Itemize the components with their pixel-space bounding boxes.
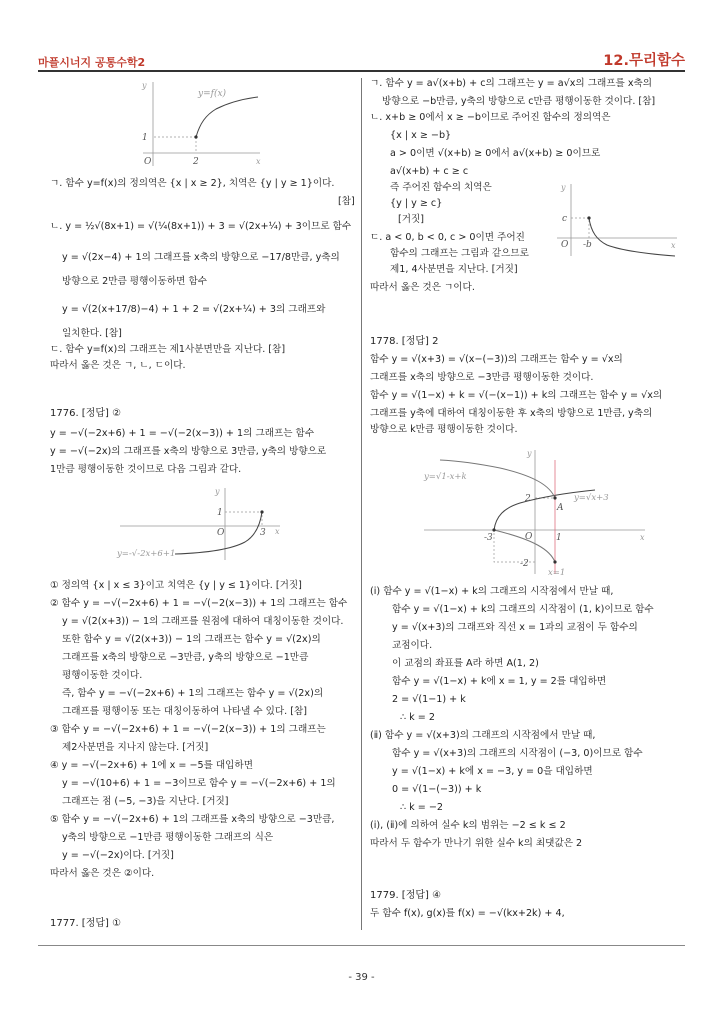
answer-heading: 1779. [정답] ④ <box>370 890 442 901</box>
text-line: ④ y = −√(−2x+6) + 1에 x = −5를 대입하면 <box>50 760 253 771</box>
text-line: 제1, 4사분면을 지난다. [거짓] <box>390 264 518 275</box>
svg-text:O: O <box>144 157 152 167</box>
text-line: ∴ k = 2 <box>400 712 435 723</box>
text-line: y = √(2x−4) + 1의 그래프를 x축의 방향으로 −17/8만큼, y축의 <box>62 252 340 263</box>
svg-text:c: c <box>562 214 568 224</box>
text-line: ① 정의역 {x | x ≤ 3}이고 치역은 {y | y ≤ 1}이다. [거짓] <box>50 580 302 591</box>
text-line: [거짓] <box>398 214 425 225</box>
footer-rule <box>38 945 685 946</box>
curve-label: y=-√-2x+6+1 <box>117 549 176 559</box>
text-line: 함수 y = √(1−x) + k에 x = 1, y = 2를 대입하면 <box>392 676 607 687</box>
text-line: y = √(2(x+17/8)−4) + 1 + 2 = √(2x+¼) + 3의 그래프와 <box>62 304 326 315</box>
text-line: 그래프를 평행이동 또는 대칭이동하여 나타낼 수 있다. [참] <box>62 706 308 717</box>
svg-text:x: x <box>275 527 280 536</box>
text-line: y = √(x+3)의 그래프와 직선 x = 1과의 교점이 두 함수의 <box>392 622 638 633</box>
svg-text:1: 1 <box>556 533 562 543</box>
text-line: 그래프를 x축의 방향으로 −3만큼 평행이동한 것이다. <box>370 372 594 383</box>
text-line: 함수 y = √(x+3)의 그래프의 시작점이 (−3, 0)이므로 함수 <box>392 748 643 759</box>
answer-heading: 1776. [정답] ② <box>50 408 122 419</box>
svg-text:x: x <box>256 157 261 166</box>
svg-text:O: O <box>217 528 225 538</box>
text-line: y = −√(−2x+6) + 1 = −√(−2(x−3)) + 1의 그래프는 함수 <box>50 428 315 439</box>
answer-heading: 1777. [정답] ① <box>50 918 122 929</box>
text-line: ② 함수 y = −√(−2x+6) + 1 = −√(−2(x−3)) + 1의 그래프는 함수 <box>50 598 348 609</box>
text-line: ㄷ. 함수 y=f(x)의 그래프는 제1사분면만을 지난다. [참] <box>50 344 286 355</box>
text-line: ㄱ. 함수 y = a√(x+b) + c의 그래프는 y = a√x의 그래프를 x축의 <box>370 78 653 89</box>
text-line: 함수 y = √(x+3) = √(x−(−3))의 그래프는 함수 y = √x의 <box>370 354 623 365</box>
header-left: 마플시너지 공통수학2 <box>38 56 146 69</box>
text-line: 두 함수 f(x), g(x)를 f(x) = −√(kx+2k) + 4, <box>370 908 565 919</box>
curve-label: y=f(x) <box>198 89 227 99</box>
text-line: 따라서 옳은 것은 ②이다. <box>50 868 155 879</box>
figure-1-graph <box>138 78 338 170</box>
text-line: ㄷ. a < 0, b < 0, c > 0이면 주어진 <box>370 232 525 243</box>
svg-text:2: 2 <box>193 157 199 167</box>
text-line: a√(x+b) + c ≥ c <box>390 166 469 177</box>
text-line: 함수 y = √(1−x) + k의 그래프의 시작점이 (1, k)이므로 함수 <box>392 604 654 615</box>
text-line: 또한 함수 y = √(2(x+3)) − 1의 그래프는 함수 y = √(2x)의 <box>62 634 321 645</box>
svg-text:x: x <box>640 533 645 542</box>
text-line: (ⅱ) 함수 y = √(x+3)의 그래프의 시작점에서 만날 때, <box>370 730 596 741</box>
text-line: 그래프를 x축의 방향으로 −3만큼, y축의 방향으로 −1만큼 <box>62 652 309 663</box>
svg-text:A: A <box>557 503 564 513</box>
answer-heading: 1778. [정답] 2 <box>370 336 439 347</box>
svg-text:-b: -b <box>583 240 592 250</box>
text-line: 0 = √(1−(−3)) + k <box>392 784 482 795</box>
figure-3 <box>553 180 681 260</box>
text-line: {y | y ≥ c} <box>390 198 443 209</box>
svg-text:-3: -3 <box>484 533 493 543</box>
text-line: ⑤ 함수 y = −√(−2x+6) + 1의 그래프를 x축의 방향으로 −3만큼, <box>50 814 335 825</box>
curve1-label: y=√1-x+k <box>424 472 467 482</box>
text-line: y = √(1−x) + k에 x = −3, y = 0을 대입하면 <box>392 766 593 777</box>
svg-text:y: y <box>142 81 147 90</box>
curve2-label: y=√x+3 <box>574 493 609 503</box>
svg-text:1: 1 <box>142 133 148 143</box>
text-line: 방향으로 −b만큼, y축의 방향으로 c만큼 평행이동한 것이다. [참] <box>382 96 656 107</box>
svg-text:1: 1 <box>217 508 223 518</box>
text-line: ㄱ. 함수 y=f(x)의 정의역은 {x | x ≥ 2}, 치역은 {y | y ≥ 1}이다. <box>50 178 335 189</box>
text-line: y = −√(−2x)이다. [거짓] <box>62 850 174 861</box>
text-line: 그래프를 y축에 대하여 대칭이동한 후 x축의 방향으로 1만큼, y축의 <box>370 408 653 419</box>
text-line: 일치한다. [참] <box>62 328 122 339</box>
text-line: 따라서 옳은 것은 ㄱ, ㄴ, ㄷ이다. <box>50 360 186 371</box>
curve-f <box>196 97 258 137</box>
svg-text:x: x <box>671 241 676 250</box>
svg-text:3: 3 <box>260 528 266 538</box>
svg-text:y: y <box>527 449 532 458</box>
text-line: [참] <box>338 196 355 207</box>
header-rule <box>38 70 685 72</box>
text-line: 이 교점의 좌표를 A라 하면 A(1, 2) <box>392 658 539 669</box>
text-line: ③ 함수 y = −√(−2x+6) + 1 = −√(−2(x−3)) + 1의 그래프는 <box>50 724 326 735</box>
svg-text:O: O <box>525 532 533 542</box>
text-line: 1만큼 평행이동한 것이므로 다음 그림과 같다. <box>50 464 242 475</box>
text-line: 방향으로 k만큼 평행이동한 것이다. <box>370 424 518 435</box>
text-line: 함수의 그래프는 그림과 같으므로 <box>390 248 529 259</box>
text-line: 제2사분면을 지나지 않는다. [거짓] <box>62 742 209 753</box>
text-line: 즉 주어진 함수의 치역은 <box>390 182 492 193</box>
text-line: y = −√(10+6) + 1 = −3이므로 함수 y = −√(−2x+6) + 1의 <box>62 778 336 789</box>
svg-text:y: y <box>215 487 220 496</box>
figure-1 <box>138 78 338 170</box>
text-line: ㄴ. y = ½√(8x+1) = √(¼(8x+1)) + 3 = √(2x+¼) + 3이므로 함수 <box>50 221 352 232</box>
text-line: 그래프는 점 (−5, −3)을 지난다. [거짓] <box>62 796 229 807</box>
figure-4 <box>420 446 650 578</box>
text-line: 교점이다. <box>392 640 433 651</box>
text-line: 즉, 함수 y = −√(−2x+6) + 1의 그래프는 함수 y = √(2x)의 <box>62 688 324 699</box>
svg-text:O: O <box>561 240 569 250</box>
svg-text:y: y <box>561 183 566 192</box>
text-line: y축의 방향으로 −1만큼 평행이동한 그래프의 식은 <box>62 832 274 843</box>
svg-text:-2: -2 <box>520 559 529 569</box>
text-line: 평행이동한 것이다. <box>62 670 143 681</box>
svg-text:2: 2 <box>525 494 531 504</box>
text-line: ∴ k = −2 <box>400 802 443 813</box>
text-line: a > 0이면 √(x+b) ≥ 0에서 a√(x+b) ≥ 0이므로 <box>390 148 601 159</box>
text-line: 함수 y = √(1−x) + k = √(−(x−1)) + k의 그래프는 함수 y = √x의 <box>370 390 663 401</box>
text-line: {x | x ≥ −b} <box>390 130 452 141</box>
text-line: ㄴ. x+b ≥ 0에서 x ≥ −b이므로 주어진 함수의 정의역은 <box>370 112 611 123</box>
figure-4-graph <box>420 446 650 578</box>
header-right: 12.무리함수 <box>603 53 685 69</box>
figure-2 <box>115 486 285 564</box>
text-line: 따라서 옳은 것은 ㄱ이다. <box>370 282 475 293</box>
figure-2-graph <box>115 486 285 564</box>
page-number: - 39 - <box>348 972 375 983</box>
text-line: 따라서 두 함수가 만나기 위한 실수 k의 최댓값은 2 <box>370 838 583 849</box>
column-divider <box>361 78 362 930</box>
figure-3-graph <box>553 180 681 260</box>
text-line: y = −√(−2x)의 그래프를 x축의 방향으로 3만큼, y축의 방향으로 <box>50 446 327 457</box>
text-line: (ⅰ), (ⅱ)에 의하여 실수 k의 범위는 −2 ≤ k ≤ 2 <box>370 820 566 831</box>
svg-text:x=1: x=1 <box>548 568 566 578</box>
text-line: 방향으로 2만큼 평행이동하면 함수 <box>62 276 207 287</box>
text-line: 2 = √(1−1) + k <box>392 694 466 705</box>
text-line: y = √(2(x+3)) − 1의 그래프를 원점에 대하여 대칭이동한 것이다. <box>62 616 344 627</box>
text-line: (ⅰ) 함수 y = √(1−x) + k의 그래프의 시작점에서 만날 때, <box>370 586 614 597</box>
curve-h <box>589 218 675 256</box>
